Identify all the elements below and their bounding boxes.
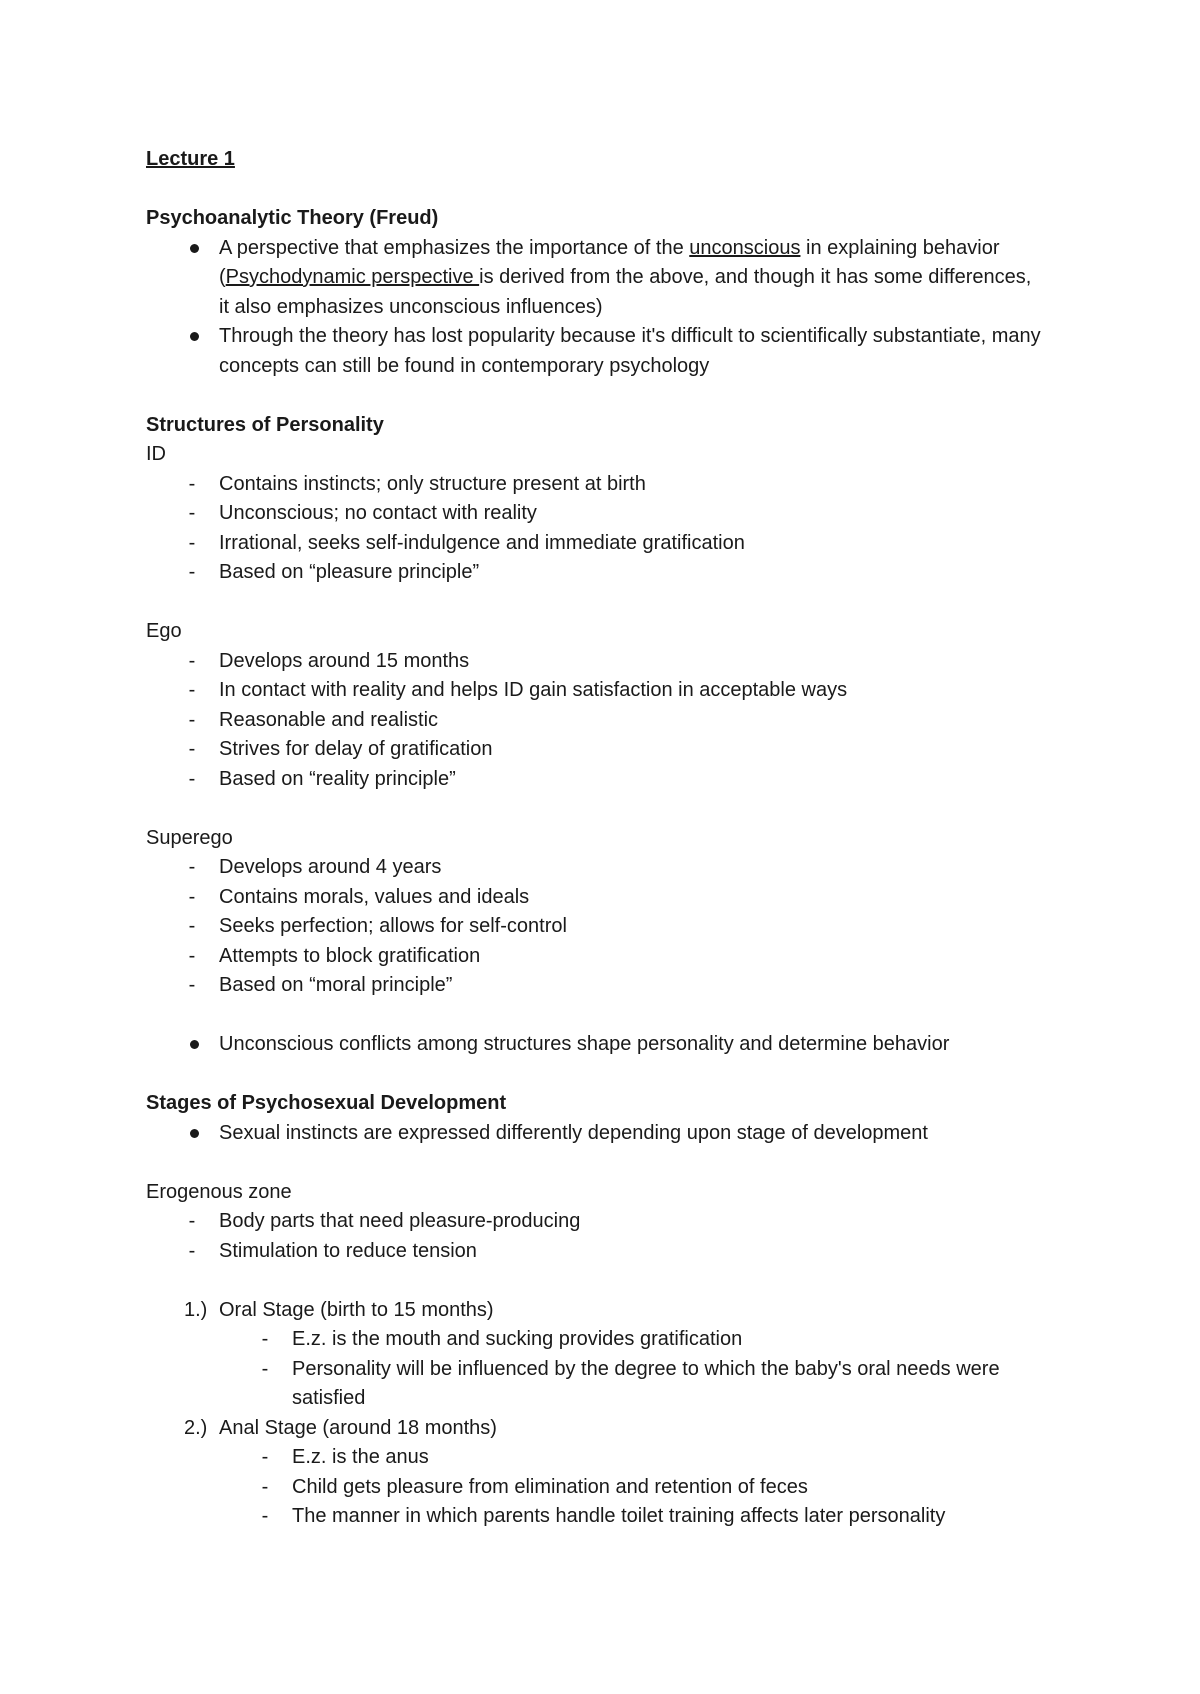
dash-icon: -: [188, 679, 196, 701]
list-item: [146, 971, 1046, 1001]
dash-icon: -: [188, 885, 196, 908]
list-item-text: Based on “moral principle”: [219, 974, 453, 996]
dash-icon: -: [188, 531, 196, 554]
list-item: [146, 1237, 1046, 1267]
dash-icon: -: [188, 974, 196, 996]
bullet-item: Through the theory has lost popularity because it's difficult to scientifically substantiate, many concepts can still be found in contemporary psychology: [146, 322, 1046, 381]
list-item: [146, 912, 1046, 942]
bullet-item: Sexual instincts are expressed differently depending upon stage of development: [146, 1119, 1046, 1149]
psychodynamic-term: Psychodynamic perspective: [225, 266, 480, 288]
list-item: [146, 1325, 1046, 1355]
list-item-text: Contains instincts; only structure present at birth: [219, 472, 646, 495]
dash-icon: -: [188, 649, 196, 672]
bullet-icon: [184, 1030, 204, 1060]
list-item: [146, 676, 1046, 706]
list-item: [146, 499, 1046, 529]
list-item-text: Reasonable and realistic: [219, 708, 439, 731]
dash-icon: -: [261, 1475, 269, 1498]
psychoanalytic-heading: Psychoanalytic Theory (Freud): [146, 207, 439, 229]
lecture-title: Lecture 1: [146, 148, 235, 170]
dash-icon: -: [188, 561, 196, 583]
dash-icon: -: [188, 1239, 196, 1262]
list-item-text: Based on “pleasure principle”: [219, 561, 480, 583]
dash-icon: -: [261, 1505, 269, 1527]
dash-icon: -: [261, 1446, 269, 1468]
dash-icon: -: [188, 472, 196, 495]
list-item-text: Child gets pleasure from elimination and retention of feces: [292, 1475, 808, 1498]
list-item: [146, 1207, 1046, 1237]
ego-label: Ego: [146, 620, 182, 642]
list-item-text: Unconscious; no contact with reality: [219, 502, 537, 524]
list-item: [146, 1502, 1046, 1532]
list-item-text: Develops around 4 years: [219, 856, 442, 878]
list-item: [146, 529, 1046, 559]
list-item: [146, 706, 1046, 736]
dash-icon: -: [188, 767, 196, 790]
unconscious-term: unconscious: [689, 236, 801, 259]
stage-number: 1.): [184, 1298, 208, 1321]
list-item-text: Stimulation to reduce tension: [219, 1239, 477, 1262]
stage-number: 2.): [184, 1416, 208, 1439]
structures-heading: Structures of Personality: [146, 413, 384, 436]
list-item-text: Contains morals, values and ideals: [219, 885, 530, 908]
list-item: [146, 942, 1046, 972]
zone-list: [146, 1207, 1046, 1266]
dash-icon: -: [188, 502, 196, 524]
list-item-text: Personality will be influenced by the degree to which the baby's oral needs were satisfied: [292, 1357, 1000, 1409]
dash-icon: -: [261, 1357, 269, 1380]
id-label: ID: [146, 443, 166, 465]
bullet-icon: [184, 234, 204, 264]
stages-heading: Stages of Psychosexual Development: [146, 1092, 507, 1114]
list-item: [146, 1355, 1046, 1414]
document-body: [146, 145, 1046, 1532]
superego-list: [146, 853, 1046, 1001]
list-item-text: Develops around 15 months: [219, 649, 470, 672]
list-item: [146, 647, 1046, 677]
list-item-text: E.z. is the mouth and sucking provides gratification: [292, 1328, 743, 1350]
dash-icon: -: [188, 708, 196, 731]
dash-icon: -: [188, 738, 196, 760]
list-item-text: Body parts that need pleasure-producing: [219, 1210, 581, 1232]
list-item-text: Attempts to block gratification: [219, 944, 481, 967]
list-item: [146, 883, 1046, 913]
dash-icon: -: [188, 856, 196, 878]
list-item-text: E.z. is the anus: [292, 1446, 429, 1468]
bullet-icon: [184, 1119, 204, 1149]
oral-list: [146, 1325, 1046, 1414]
list-item-text: Seeks perfection; allows for self-control: [219, 915, 567, 937]
ego-list: [146, 647, 1046, 795]
oral-stage-item: 1.) Oral Stage (birth to 15 months): [146, 1296, 1046, 1326]
list-item-text: Based on “reality principle”: [219, 767, 456, 790]
list-item-text: Strives for delay of gratification: [219, 738, 493, 760]
list-item: [146, 1473, 1046, 1503]
superego-label: Superego: [146, 826, 233, 849]
dash-icon: -: [188, 915, 196, 937]
list-item: [146, 853, 1046, 883]
list-item: [146, 470, 1046, 500]
list-item: [146, 765, 1046, 795]
list-item-text: In contact with reality and helps ID gain satisfaction in acceptable ways: [219, 679, 848, 701]
list-item: [146, 1443, 1046, 1473]
anal-list: [146, 1443, 1046, 1532]
bullet-item: A perspective that emphasizes the importance of the unconscious in explaining behavior (Psychodynamic perspective is derived from the above, and though it has some differences, it also emphasizes unconscious influences): [146, 234, 1046, 323]
anal-stage-item: 2.) Anal Stage (around 18 months): [146, 1414, 1046, 1444]
list-item-text: Irrational, seeks self-indulgence and immediate gratification: [219, 531, 745, 554]
list-item-text: The manner in which parents handle toilet training affects later personality: [292, 1505, 946, 1527]
list-item: [146, 735, 1046, 765]
dash-icon: -: [261, 1328, 269, 1350]
dash-icon: -: [188, 1210, 196, 1232]
list-item: [146, 558, 1046, 588]
dash-icon: -: [188, 944, 196, 967]
id-list: [146, 470, 1046, 588]
bullet-icon: [184, 322, 204, 352]
bullet-item: Unconscious conflicts among structures shape personality and determine behavior: [146, 1030, 1046, 1060]
erogenous-zone-label: Erogenous zone: [146, 1180, 292, 1203]
